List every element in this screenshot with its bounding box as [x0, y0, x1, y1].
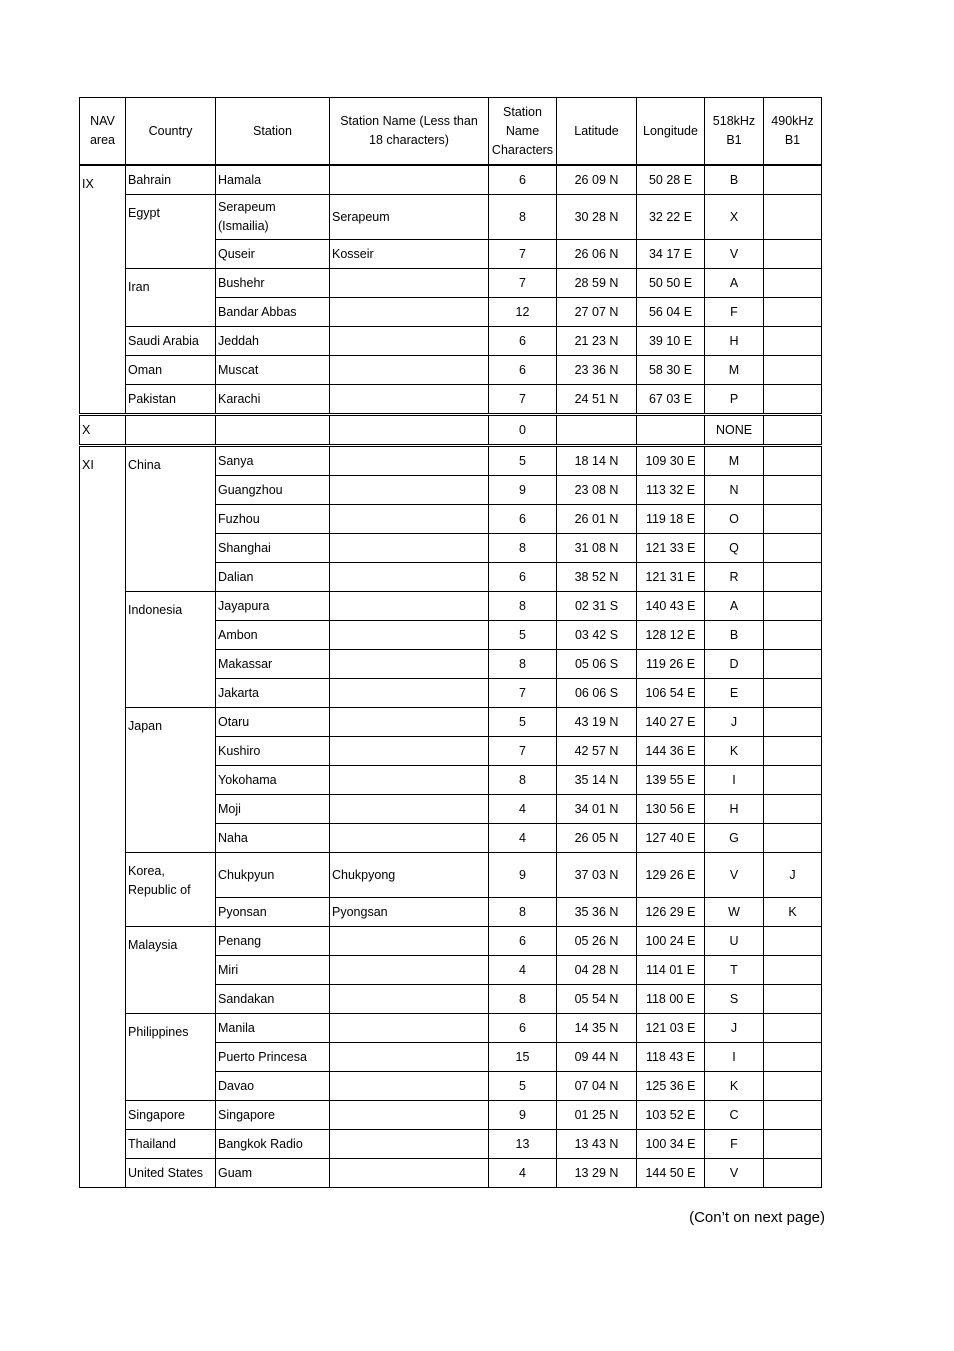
- name-characters-cell: 8: [489, 766, 557, 795]
- station-name-cell: [330, 795, 489, 824]
- table-row: [80, 1101, 822, 1130]
- b490-cell: [764, 1130, 822, 1159]
- station-cell: Dalian: [216, 563, 330, 592]
- b518-cell: B: [705, 621, 764, 650]
- station-name-cell: [330, 415, 489, 446]
- b518-cell: C: [705, 1101, 764, 1130]
- b518-cell: H: [705, 795, 764, 824]
- station-cell: Guam: [216, 1159, 330, 1188]
- country-cell: Oman: [126, 356, 216, 385]
- b490-cell: K: [764, 898, 822, 927]
- b490-cell: [764, 956, 822, 985]
- name-characters-cell: 6: [489, 505, 557, 534]
- name-characters-cell: 6: [489, 327, 557, 356]
- b490-cell: [764, 415, 822, 446]
- longitude-cell: 139 55 E: [637, 766, 705, 795]
- station-name-cell: Pyongsan: [330, 898, 489, 927]
- table-row: [80, 385, 822, 415]
- longitude-cell: 113 32 E: [637, 476, 705, 505]
- name-characters-cell: 7: [489, 679, 557, 708]
- latitude-cell: 07 04 N: [557, 1072, 637, 1101]
- country-cell: China: [126, 446, 216, 592]
- b518-cell: I: [705, 766, 764, 795]
- header-490khz-b1: 490kHz B1: [764, 98, 822, 166]
- table-body: [80, 165, 822, 1188]
- station-name-cell: [330, 985, 489, 1014]
- b490-cell: [764, 476, 822, 505]
- station-cell: Miri: [216, 956, 330, 985]
- latitude-cell: 26 01 N: [557, 505, 637, 534]
- b518-cell: D: [705, 650, 764, 679]
- name-characters-cell: 5: [489, 1072, 557, 1101]
- table-row: [80, 1130, 822, 1159]
- longitude-cell: 130 56 E: [637, 795, 705, 824]
- station-cell: Bushehr: [216, 269, 330, 298]
- table-row: [80, 356, 822, 385]
- b490-cell: [764, 165, 822, 195]
- b490-cell: [764, 356, 822, 385]
- country-cell: Philippines: [126, 1014, 216, 1101]
- latitude-cell: 35 14 N: [557, 766, 637, 795]
- country-cell: Pakistan: [126, 385, 216, 415]
- name-characters-cell: 9: [489, 476, 557, 505]
- latitude-cell: 21 23 N: [557, 327, 637, 356]
- name-characters-cell: 8: [489, 985, 557, 1014]
- name-characters-cell: 13: [489, 1130, 557, 1159]
- b490-cell: [764, 563, 822, 592]
- b518-cell: U: [705, 927, 764, 956]
- table-row: [80, 853, 822, 898]
- latitude-cell: 09 44 N: [557, 1043, 637, 1072]
- b518-cell: F: [705, 1130, 764, 1159]
- station-name-cell: [330, 1130, 489, 1159]
- header-country: Country: [126, 98, 216, 166]
- b490-cell: [764, 927, 822, 956]
- longitude-cell: 39 10 E: [637, 327, 705, 356]
- longitude-cell: 50 50 E: [637, 269, 705, 298]
- station-name-cell: [330, 385, 489, 415]
- station-name-cell: [330, 708, 489, 737]
- header-518khz-b1: 518kHz B1: [705, 98, 764, 166]
- station-name-cell: [330, 679, 489, 708]
- latitude-cell: [557, 415, 637, 446]
- station-cell: Naha: [216, 824, 330, 853]
- station-cell: Manila: [216, 1014, 330, 1043]
- station-name-cell: [330, 621, 489, 650]
- table-row: [80, 708, 822, 737]
- continued-note: (Con’t on next page): [689, 1209, 825, 1226]
- station-cell: Puerto Princesa: [216, 1043, 330, 1072]
- b518-cell: P: [705, 385, 764, 415]
- b490-cell: [764, 298, 822, 327]
- name-characters-cell: 9: [489, 1101, 557, 1130]
- b490-cell: [764, 824, 822, 853]
- b518-cell: V: [705, 853, 764, 898]
- b518-cell: I: [705, 1043, 764, 1072]
- station-name-cell: [330, 356, 489, 385]
- b490-cell: [764, 1014, 822, 1043]
- longitude-cell: 121 31 E: [637, 563, 705, 592]
- longitude-cell: 121 33 E: [637, 534, 705, 563]
- name-characters-cell: 6: [489, 165, 557, 195]
- station-cell: Muscat: [216, 356, 330, 385]
- b490-cell: [764, 679, 822, 708]
- station-name-cell: [330, 1159, 489, 1188]
- latitude-cell: 06 06 S: [557, 679, 637, 708]
- station-name-cell: [330, 505, 489, 534]
- name-characters-cell: 8: [489, 534, 557, 563]
- station-cell: Sanya: [216, 446, 330, 476]
- station-name-cell: [330, 927, 489, 956]
- b490-cell: [764, 385, 822, 415]
- longitude-cell: 56 04 E: [637, 298, 705, 327]
- name-characters-cell: 5: [489, 621, 557, 650]
- longitude-cell: 32 22 E: [637, 195, 705, 240]
- longitude-cell: 114 01 E: [637, 956, 705, 985]
- latitude-cell: 01 25 N: [557, 1101, 637, 1130]
- latitude-cell: 43 19 N: [557, 708, 637, 737]
- b518-cell: V: [705, 1159, 764, 1188]
- name-characters-cell: 4: [489, 795, 557, 824]
- b490-cell: [764, 650, 822, 679]
- station-cell: Chukpyun: [216, 853, 330, 898]
- b518-cell: Q: [705, 534, 764, 563]
- country-cell: United States: [126, 1159, 216, 1188]
- b490-cell: [764, 708, 822, 737]
- station-cell: [216, 415, 330, 446]
- latitude-cell: 13 43 N: [557, 1130, 637, 1159]
- country-cell: [126, 415, 216, 446]
- latitude-cell: 31 08 N: [557, 534, 637, 563]
- longitude-cell: 119 26 E: [637, 650, 705, 679]
- b518-cell: S: [705, 985, 764, 1014]
- station-cell: Penang: [216, 927, 330, 956]
- table-row: [80, 927, 822, 956]
- b518-cell: A: [705, 592, 764, 621]
- name-characters-cell: 12: [489, 298, 557, 327]
- station-cell: Bandar Abbas: [216, 298, 330, 327]
- b518-cell: N: [705, 476, 764, 505]
- latitude-cell: 13 29 N: [557, 1159, 637, 1188]
- nav-area-cell: X: [80, 415, 126, 446]
- station-cell: Quseir: [216, 240, 330, 269]
- b518-cell: X: [705, 195, 764, 240]
- station-name-cell: [330, 534, 489, 563]
- b518-cell: G: [705, 824, 764, 853]
- b518-cell: B: [705, 165, 764, 195]
- b518-cell: A: [705, 269, 764, 298]
- b490-cell: [764, 446, 822, 476]
- b518-cell: H: [705, 327, 764, 356]
- station-name-cell: [330, 1043, 489, 1072]
- b490-cell: [764, 621, 822, 650]
- station-name-cell: [330, 737, 489, 766]
- b490-cell: [764, 766, 822, 795]
- country-cell: Malaysia: [126, 927, 216, 1014]
- table-row: [80, 446, 822, 476]
- station-name-cell: [330, 327, 489, 356]
- b490-cell: [764, 269, 822, 298]
- longitude-cell: 140 27 E: [637, 708, 705, 737]
- station-name-cell: [330, 476, 489, 505]
- station-name-cell: Chukpyong: [330, 853, 489, 898]
- b490-cell: [764, 195, 822, 240]
- station-name-cell: [330, 766, 489, 795]
- name-characters-cell: 7: [489, 737, 557, 766]
- nav-area-cell: XI: [80, 446, 126, 1188]
- longitude-cell: 67 03 E: [637, 385, 705, 415]
- longitude-cell: 58 30 E: [637, 356, 705, 385]
- b518-cell: T: [705, 956, 764, 985]
- name-characters-cell: 8: [489, 195, 557, 240]
- latitude-cell: 34 01 N: [557, 795, 637, 824]
- station-cell: Hamala: [216, 165, 330, 195]
- navtex-station-table: [79, 97, 822, 1188]
- latitude-cell: 18 14 N: [557, 446, 637, 476]
- longitude-cell: 118 00 E: [637, 985, 705, 1014]
- table-row: [80, 327, 822, 356]
- station-name-cell: Kosseir: [330, 240, 489, 269]
- country-cell: Saudi Arabia: [126, 327, 216, 356]
- b490-cell: [764, 327, 822, 356]
- b490-cell: [764, 737, 822, 766]
- station-name-cell: [330, 824, 489, 853]
- table-row: [80, 1014, 822, 1043]
- latitude-cell: 05 26 N: [557, 927, 637, 956]
- latitude-cell: 02 31 S: [557, 592, 637, 621]
- station-name-cell: Serapeum: [330, 195, 489, 240]
- country-cell: Bahrain: [126, 165, 216, 195]
- latitude-cell: 05 54 N: [557, 985, 637, 1014]
- station-cell: Kushiro: [216, 737, 330, 766]
- longitude-cell: 100 34 E: [637, 1130, 705, 1159]
- table-row: [80, 195, 822, 240]
- station-cell: Fuzhou: [216, 505, 330, 534]
- country-cell: Singapore: [126, 1101, 216, 1130]
- station-cell: Shanghai: [216, 534, 330, 563]
- latitude-cell: 28 59 N: [557, 269, 637, 298]
- b518-cell: V: [705, 240, 764, 269]
- country-cell: Korea, Republic of: [126, 853, 216, 927]
- name-characters-cell: 6: [489, 927, 557, 956]
- latitude-cell: 26 05 N: [557, 824, 637, 853]
- station-cell: Jakarta: [216, 679, 330, 708]
- name-characters-cell: 4: [489, 956, 557, 985]
- station-cell: Karachi: [216, 385, 330, 415]
- name-characters-cell: 15: [489, 1043, 557, 1072]
- longitude-cell: 127 40 E: [637, 824, 705, 853]
- name-characters-cell: 0: [489, 415, 557, 446]
- name-characters-cell: 8: [489, 592, 557, 621]
- b518-cell: J: [705, 708, 764, 737]
- longitude-cell: 128 12 E: [637, 621, 705, 650]
- name-characters-cell: 6: [489, 1014, 557, 1043]
- b490-cell: [764, 1101, 822, 1130]
- latitude-cell: 24 51 N: [557, 385, 637, 415]
- b518-cell: F: [705, 298, 764, 327]
- station-name-cell: [330, 563, 489, 592]
- station-cell: Otaru: [216, 708, 330, 737]
- latitude-cell: 38 52 N: [557, 563, 637, 592]
- b518-cell: M: [705, 446, 764, 476]
- station-name-cell: [330, 269, 489, 298]
- longitude-cell: 34 17 E: [637, 240, 705, 269]
- b490-cell: [764, 240, 822, 269]
- table-row: [80, 415, 822, 446]
- table-row: [80, 165, 822, 195]
- b490-cell: [764, 795, 822, 824]
- b518-cell: J: [705, 1014, 764, 1043]
- name-characters-cell: 5: [489, 446, 557, 476]
- header-station: Station: [216, 98, 330, 166]
- b518-cell: K: [705, 1072, 764, 1101]
- station-cell: Singapore: [216, 1101, 330, 1130]
- b490-cell: [764, 534, 822, 563]
- station-name-cell: [330, 1101, 489, 1130]
- station-cell: Yokohama: [216, 766, 330, 795]
- name-characters-cell: 6: [489, 563, 557, 592]
- country-cell: Egypt: [126, 195, 216, 269]
- longitude-cell: 118 43 E: [637, 1043, 705, 1072]
- header-nav-area: NAV area: [80, 98, 126, 166]
- longitude-cell: [637, 415, 705, 446]
- country-cell: Thailand: [126, 1130, 216, 1159]
- latitude-cell: 35 36 N: [557, 898, 637, 927]
- header-longitude: Longitude: [637, 98, 705, 166]
- latitude-cell: 03 42 S: [557, 621, 637, 650]
- station-name-cell: [330, 1014, 489, 1043]
- longitude-cell: 140 43 E: [637, 592, 705, 621]
- name-characters-cell: 8: [489, 898, 557, 927]
- name-characters-cell: 5: [489, 708, 557, 737]
- b490-cell: [764, 1159, 822, 1188]
- station-cell: Jeddah: [216, 327, 330, 356]
- latitude-cell: 26 09 N: [557, 165, 637, 195]
- b490-cell: [764, 1072, 822, 1101]
- name-characters-cell: 7: [489, 385, 557, 415]
- latitude-cell: 05 06 S: [557, 650, 637, 679]
- latitude-cell: 14 35 N: [557, 1014, 637, 1043]
- station-cell: Jayapura: [216, 592, 330, 621]
- station-cell: Guangzhou: [216, 476, 330, 505]
- station-cell: Sandakan: [216, 985, 330, 1014]
- country-cell: Japan: [126, 708, 216, 853]
- longitude-cell: 125 36 E: [637, 1072, 705, 1101]
- station-name-cell: [330, 592, 489, 621]
- latitude-cell: 27 07 N: [557, 298, 637, 327]
- station-cell: Pyonsan: [216, 898, 330, 927]
- station-name-cell: [330, 298, 489, 327]
- b490-cell: [764, 592, 822, 621]
- latitude-cell: 30 28 N: [557, 195, 637, 240]
- latitude-cell: 04 28 N: [557, 956, 637, 985]
- header-name-characters: Station Name Characters: [489, 98, 557, 166]
- b518-cell: NONE: [705, 415, 764, 446]
- latitude-cell: 23 08 N: [557, 476, 637, 505]
- table-row: [80, 269, 822, 298]
- name-characters-cell: 6: [489, 356, 557, 385]
- longitude-cell: 144 36 E: [637, 737, 705, 766]
- country-cell: Indonesia: [126, 592, 216, 708]
- b518-cell: E: [705, 679, 764, 708]
- station-cell: Makassar: [216, 650, 330, 679]
- name-characters-cell: 4: [489, 1159, 557, 1188]
- station-name-cell: [330, 1072, 489, 1101]
- station-name-cell: [330, 165, 489, 195]
- name-characters-cell: 8: [489, 650, 557, 679]
- b518-cell: O: [705, 505, 764, 534]
- longitude-cell: 50 28 E: [637, 165, 705, 195]
- header-station-name: Station Name (Less than 18 characters): [330, 98, 489, 166]
- b490-cell: [764, 985, 822, 1014]
- table-row: [80, 592, 822, 621]
- longitude-cell: 100 24 E: [637, 927, 705, 956]
- name-characters-cell: 7: [489, 269, 557, 298]
- station-cell: Ambon: [216, 621, 330, 650]
- station-cell: Davao: [216, 1072, 330, 1101]
- station-cell: Moji: [216, 795, 330, 824]
- latitude-cell: 26 06 N: [557, 240, 637, 269]
- station-cell: Bangkok Radio: [216, 1130, 330, 1159]
- longitude-cell: 126 29 E: [637, 898, 705, 927]
- b490-cell: [764, 505, 822, 534]
- latitude-cell: 42 57 N: [557, 737, 637, 766]
- nav-area-cell: IX: [80, 165, 126, 415]
- longitude-cell: 129 26 E: [637, 853, 705, 898]
- b490-cell: [764, 1043, 822, 1072]
- b490-cell: J: [764, 853, 822, 898]
- station-name-cell: [330, 446, 489, 476]
- b518-cell: M: [705, 356, 764, 385]
- country-cell: Iran: [126, 269, 216, 327]
- header-latitude: Latitude: [557, 98, 637, 166]
- longitude-cell: 119 18 E: [637, 505, 705, 534]
- b518-cell: K: [705, 737, 764, 766]
- header-row: [80, 98, 822, 166]
- station-cell: Serapeum (Ismailia): [216, 195, 330, 240]
- longitude-cell: 109 30 E: [637, 446, 705, 476]
- longitude-cell: 103 52 E: [637, 1101, 705, 1130]
- station-name-cell: [330, 650, 489, 679]
- latitude-cell: 23 36 N: [557, 356, 637, 385]
- name-characters-cell: 9: [489, 853, 557, 898]
- latitude-cell: 37 03 N: [557, 853, 637, 898]
- table-row: [80, 1159, 822, 1188]
- name-characters-cell: 7: [489, 240, 557, 269]
- name-characters-cell: 4: [489, 824, 557, 853]
- b518-cell: W: [705, 898, 764, 927]
- longitude-cell: 121 03 E: [637, 1014, 705, 1043]
- longitude-cell: 144 50 E: [637, 1159, 705, 1188]
- station-name-cell: [330, 956, 489, 985]
- longitude-cell: 106 54 E: [637, 679, 705, 708]
- b518-cell: R: [705, 563, 764, 592]
